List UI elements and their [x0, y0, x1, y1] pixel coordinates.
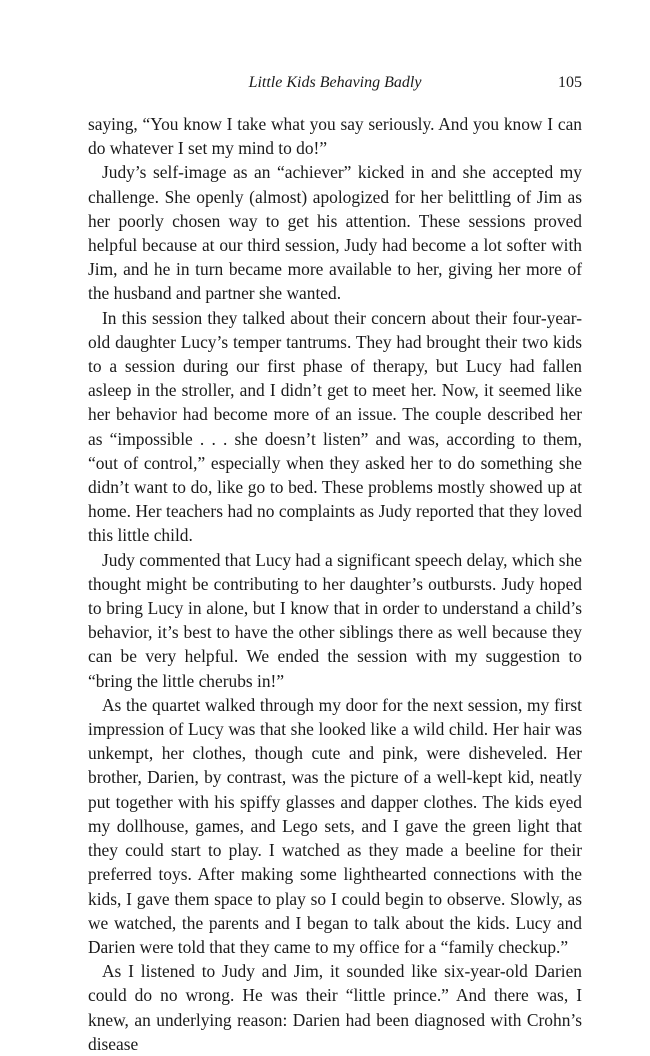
paragraph: saying, “You know I take what you say seriously. And you know I can do whatever I set my mind to do!” — [88, 114, 582, 159]
body-text — [88, 112, 582, 1056]
paragraph: Judy commented that Lucy had a significant speech delay, which she thought might be contributing to her daughter’s outbursts. Judy hoped to bring Lucy in alone, but I know that in order to understand a child’s behavior, it’s best to have the other siblings there as well because they can be very helpful. We ended the session with my suggestion to “bring the little cherubs in!” — [88, 549, 582, 691]
paragraph: As I listened to Judy and Jim, it sounded like six-year-old Darien could do no wrong. He was their “little prince.” And there was, I knew, an underlying reason: Darien had been diagnosed with Crohn’s disease — [88, 961, 582, 1054]
paragraph: As the quartet walked through my door for the next session, my first impression of Lucy was that she looked like a wild child. Her hair was unkempt, her clothes, though cute and pink, were disheveled. Her brother, Darien, by contrast, was the picture of a well-kept kid, neatly put together with his spiffy glasses and dapper clothes. The kids eyed my dollhouse, games, and Lego sets, and I gave the green light that they could start to play. I watched as they made a beeline for their preferred toys. After making some lighthearted connections with the kids, I gave them space to play so I could begin to observe. Slowly, as we watched, the parents and I began to talk about the kids. Lucy and Darien were told that they came to my office for a “family checkup.” — [88, 694, 582, 957]
running-head — [88, 74, 582, 96]
running-title: Little Kids Behaving Badly — [248, 74, 422, 91]
page-number: 105 — [558, 74, 582, 91]
paragraph: In this session they talked about their concern about their four-year-old daughter Lucy’s temper tantrums. They had brought their two kids to a session during our first phase of therapy, but Lucy had fallen asleep in the stroller, and I didn’t get to meet her. Now, it seemed like her behavior had become more of an issue. The couple described her as “impossible . . . she doesn’t listen” and was, according to them, “out of control,” especially when they asked her to do something she didn’t want to do, like go to bed. These problems mostly showed up at home. Her teachers had no complaints as Judy reported that they loved this little child. — [88, 307, 582, 546]
paragraph: Judy’s self-image as an “achiever” kicked in and she accepted my challenge. She openly (almost) apologized for her belittling of Jim as her poorly chosen way to get his attention. These sessions proved helpful because at our third session, Judy had become a lot softer with Jim, and he in turn became more available to her, giving her more of the husband and partner she wanted. — [88, 162, 582, 304]
